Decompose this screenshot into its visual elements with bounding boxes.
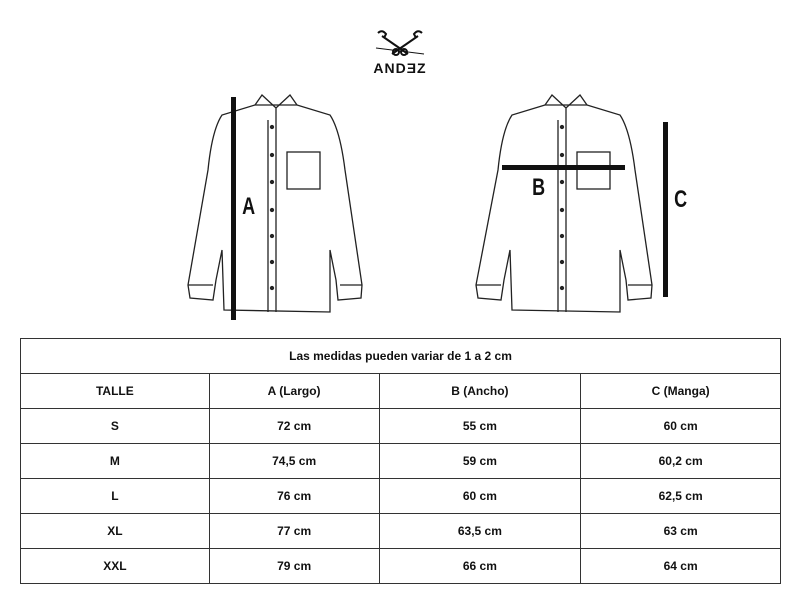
b-cell: 59 cm <box>379 444 581 479</box>
shirt-front-left <box>188 95 362 312</box>
b-cell: 66 cm <box>379 549 581 584</box>
size-cell: M <box>21 444 210 479</box>
measure-line-c <box>663 122 668 297</box>
table-row <box>21 444 781 479</box>
brand-name: ANDƎZ <box>373 60 427 76</box>
measurement-note: Las medidas pueden variar de 1 a 2 cm <box>21 339 781 374</box>
shirt-front-right <box>476 95 652 312</box>
header-c: C (Manga) <box>581 374 781 409</box>
measure-line-a <box>231 97 236 320</box>
table-row <box>21 479 781 514</box>
a-cell: 79 cm <box>209 549 379 584</box>
c-cell: 63 cm <box>581 514 781 549</box>
table-row <box>21 514 781 549</box>
c-cell: 62,5 cm <box>581 479 781 514</box>
size-cell: XXL <box>21 549 210 584</box>
header-b: B (Ancho) <box>379 374 581 409</box>
b-cell: 60 cm <box>379 479 581 514</box>
table-note-row <box>21 339 781 374</box>
header-talle: TALLE <box>21 374 210 409</box>
a-cell: 72 cm <box>209 409 379 444</box>
a-cell: 74,5 cm <box>209 444 379 479</box>
c-cell: 60 cm <box>581 409 781 444</box>
size-table <box>20 338 781 584</box>
measure-line-b <box>502 165 625 170</box>
size-cell: L <box>21 479 210 514</box>
b-cell: 63,5 cm <box>379 514 581 549</box>
header-a: A (Largo) <box>209 374 379 409</box>
c-cell: 60,2 cm <box>581 444 781 479</box>
table-row <box>21 549 781 584</box>
b-cell: 55 cm <box>379 409 581 444</box>
c-cell: 64 cm <box>581 549 781 584</box>
label-a: A <box>242 193 256 220</box>
size-cell: XL <box>21 514 210 549</box>
label-c: C <box>674 186 688 213</box>
table-header-row <box>21 374 781 409</box>
table-row <box>21 409 781 444</box>
size-cell: S <box>21 409 210 444</box>
a-cell: 77 cm <box>209 514 379 549</box>
a-cell: 76 cm <box>209 479 379 514</box>
label-b: B <box>532 174 546 201</box>
